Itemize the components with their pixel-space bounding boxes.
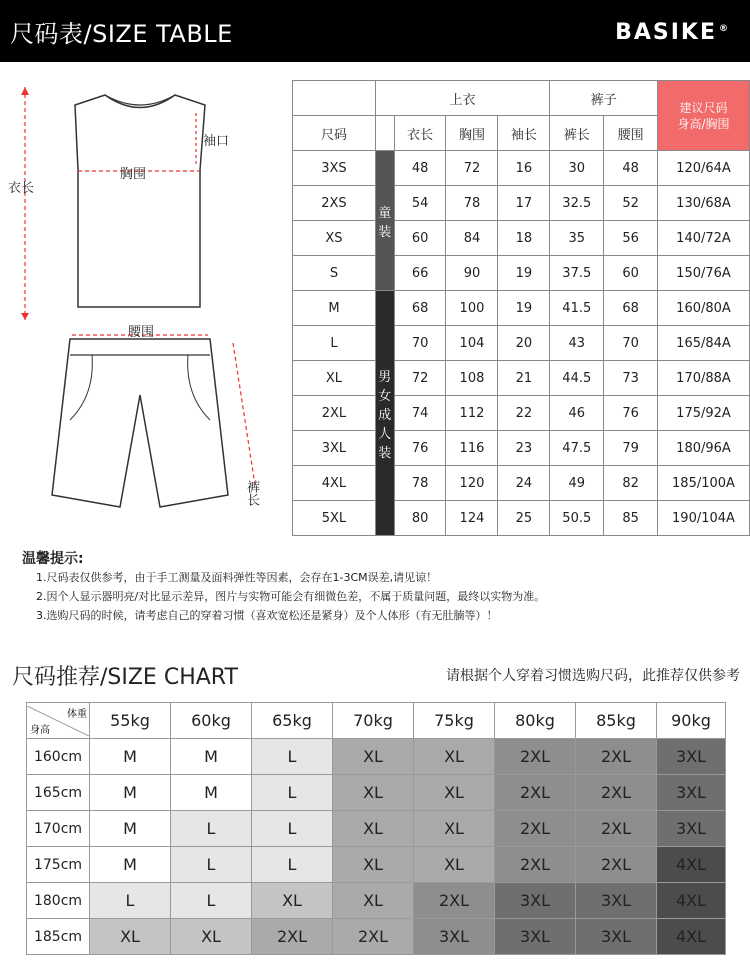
col-len: 衣长 [394, 116, 446, 151]
weight-header: 80kg [495, 703, 576, 739]
recommend-cell: 2XL [333, 919, 414, 955]
recommend-cell: M [171, 775, 252, 811]
size-len-cell: 72 [394, 361, 446, 396]
size-rec-cell: 165/84A [657, 326, 749, 361]
size-cell: 2XS [293, 186, 376, 221]
height-cell: 175cm [27, 847, 90, 883]
size-waist-cell: 70 [604, 326, 658, 361]
tip-item: 1.尺码表仅供参考，由于手工测量及面料弹性等因素，会存在1-3CM误差,请见谅！ [36, 571, 438, 584]
size-table [292, 80, 750, 536]
kids-group-label: 童 装 [375, 151, 394, 291]
recommend-cell: XL [414, 811, 495, 847]
size-len-cell: 76 [394, 431, 446, 466]
col-plen: 裤长 [550, 116, 604, 151]
recommend-cell: XL [414, 739, 495, 775]
recommend-cell: M [171, 739, 252, 775]
size-row [293, 431, 750, 466]
size-plen-cell: 44.5 [550, 361, 604, 396]
weight-header: 55kg [90, 703, 171, 739]
size-plen-cell: 49 [550, 466, 604, 501]
size-row [293, 466, 750, 501]
header-bar [0, 0, 750, 62]
recommend-cell: 2XL [576, 847, 657, 883]
size-sleeve-cell: 25 [498, 501, 550, 536]
size-rec-cell: 160/80A [657, 291, 749, 326]
size-row [293, 291, 750, 326]
weight-header: 85kg [576, 703, 657, 739]
size-cell: M [293, 291, 376, 326]
size-rec-cell: 180/96A [657, 431, 749, 466]
adult-group-label: 男 女 成 人 装 [375, 291, 394, 536]
label-waist: 腰围 [128, 325, 155, 340]
group-pants-header: 裤子 [550, 81, 658, 116]
size-rec-cell: 175/92A [657, 396, 749, 431]
size-plen-cell: 50.5 [550, 501, 604, 536]
tips-title: 温馨提示: [22, 551, 84, 567]
size-plen-cell: 41.5 [550, 291, 604, 326]
weight-header: 75kg [414, 703, 495, 739]
size-chest-cell: 78 [446, 186, 498, 221]
size-plen-cell: 47.5 [550, 431, 604, 466]
size-rec-cell: 120/64A [657, 151, 749, 186]
size-rec-cell: 130/68A [657, 186, 749, 221]
recommend-cell: 4XL [657, 883, 726, 919]
size-chest-cell: 112 [446, 396, 498, 431]
corner-cell [27, 703, 90, 739]
tip-item: 3.选购尺码的时候，请考虑自己的穿着习惯（喜欢宽松还是紧身）及个人体形（有无肚腩等）！ [36, 609, 498, 622]
height-cell: 165cm [27, 775, 90, 811]
recommend-header: 建议尺码 身高/胸围 [657, 81, 749, 151]
size-chart-title: 尺码推荐/SIZE CHART [12, 665, 238, 690]
corner-diagonal [27, 706, 89, 736]
size-len-cell: 66 [394, 256, 446, 291]
recommend-cell: XL [333, 775, 414, 811]
recommend-cell: 3XL [414, 919, 495, 955]
size-cell: XL [293, 361, 376, 396]
size-row [293, 256, 750, 291]
recommend-cell: 3XL [576, 883, 657, 919]
brand-logo: BASIKE ® [615, 20, 730, 45]
size-plen-cell: 35 [550, 221, 604, 256]
recommend-cell: L [171, 811, 252, 847]
weight-header: 60kg [171, 703, 252, 739]
recommend-cell: 3XL [657, 811, 726, 847]
size-sleeve-cell: 16 [498, 151, 550, 186]
recommend-cell: 4XL [657, 919, 726, 955]
recommend-cell: L [171, 883, 252, 919]
size-row [293, 221, 750, 256]
size-len-cell: 68 [394, 291, 446, 326]
recommend-cell: M [90, 739, 171, 775]
col-chest: 胸围 [446, 116, 498, 151]
recommend-cell: 3XL [495, 883, 576, 919]
recommend-cell: XL [333, 739, 414, 775]
size-sleeve-cell: 21 [498, 361, 550, 396]
recommend-cell: 3XL [657, 739, 726, 775]
size-waist-cell: 68 [604, 291, 658, 326]
col-size: 尺码 [293, 116, 376, 151]
recommend-cell: 2XL [495, 739, 576, 775]
height-cell: 160cm [27, 739, 90, 775]
group-top-header: 上衣 [375, 81, 549, 116]
recommend-cell: XL [252, 883, 333, 919]
size-waist-cell: 48 [604, 151, 658, 186]
size-waist-cell: 85 [604, 501, 658, 536]
size-plen-cell: 37.5 [550, 256, 604, 291]
recommend-cell: L [252, 739, 333, 775]
chart-row [27, 883, 726, 919]
size-rec-cell: 140/72A [657, 221, 749, 256]
size-len-cell: 60 [394, 221, 446, 256]
recommend-cell: XL [333, 883, 414, 919]
size-waist-cell: 60 [604, 256, 658, 291]
chart-row [27, 847, 726, 883]
size-chest-cell: 104 [446, 326, 498, 361]
label-sleeve: 袖口 [203, 134, 230, 149]
recommend-cell: M [90, 775, 171, 811]
recommend-cell: 2XL [495, 847, 576, 883]
recommend-cell: XL [414, 775, 495, 811]
size-chest-cell: 120 [446, 466, 498, 501]
chart-row [27, 739, 726, 775]
size-sleeve-cell: 19 [498, 256, 550, 291]
corner-height: 身高 [30, 724, 50, 736]
size-plen-cell: 30 [550, 151, 604, 186]
weight-header: 65kg [252, 703, 333, 739]
height-cell: 185cm [27, 919, 90, 955]
recommend-cell: XL [90, 919, 171, 955]
size-sleeve-cell: 24 [498, 466, 550, 501]
size-chart-note: 请根据个人穿着习惯选购尺码，此推荐仅供参考 [446, 668, 740, 684]
size-cell: 4XL [293, 466, 376, 501]
size-chest-cell: 116 [446, 431, 498, 466]
weight-header: 90kg [657, 703, 726, 739]
corner-weight: 体重 [67, 708, 87, 720]
recommend-cell: XL [414, 847, 495, 883]
height-cell: 170cm [27, 811, 90, 847]
size-plen-cell: 43 [550, 326, 604, 361]
size-waist-cell: 79 [604, 431, 658, 466]
recommend-cell: 2XL [576, 811, 657, 847]
size-chest-cell: 72 [446, 151, 498, 186]
size-waist-cell: 76 [604, 396, 658, 431]
size-row [293, 396, 750, 431]
size-sleeve-cell: 17 [498, 186, 550, 221]
recommend-cell: L [252, 775, 333, 811]
chart-row [27, 775, 726, 811]
size-chest-cell: 90 [446, 256, 498, 291]
size-cell: XS [293, 221, 376, 256]
tips-section [22, 548, 742, 625]
recommend-cell: L [252, 811, 333, 847]
size-chest-cell: 84 [446, 221, 498, 256]
recommend-cell: 2XL [414, 883, 495, 919]
label-shirt-length: 衣长 [8, 181, 35, 196]
recommend-cell: 2XL [252, 919, 333, 955]
size-sleeve-cell: 20 [498, 326, 550, 361]
page-title: 尺码表/SIZE TABLE [10, 20, 233, 48]
recommend-cell: XL [333, 811, 414, 847]
recommend-cell: 4XL [657, 847, 726, 883]
size-chart-table [26, 702, 726, 955]
size-rec-cell: 150/76A [657, 256, 749, 291]
size-row [293, 361, 750, 396]
recommend-cell: M [90, 847, 171, 883]
size-waist-cell: 73 [604, 361, 658, 396]
recommend-cell: 2XL [495, 775, 576, 811]
size-chest-cell: 108 [446, 361, 498, 396]
recommend-cell: 3XL [495, 919, 576, 955]
size-cell: L [293, 326, 376, 361]
recommend-cell: L [252, 847, 333, 883]
size-row [293, 151, 750, 186]
col-sleeve: 袖长 [498, 116, 550, 151]
size-len-cell: 48 [394, 151, 446, 186]
size-cell: 5XL [293, 501, 376, 536]
chart-row [27, 919, 726, 955]
tip-item: 2.因个人显示器明亮/对比显示差异，图片与实物可能会有细微色差，不属于质量问题，最终以实物为准。 [36, 590, 546, 603]
size-waist-cell: 52 [604, 186, 658, 221]
size-rec-cell: 170/88A [657, 361, 749, 396]
size-len-cell: 74 [394, 396, 446, 431]
size-rec-cell: 190/104A [657, 501, 749, 536]
size-len-cell: 70 [394, 326, 446, 361]
size-len-cell: 78 [394, 466, 446, 501]
size-cell: S [293, 256, 376, 291]
recommend-cell: 2XL [576, 739, 657, 775]
height-cell: 180cm [27, 883, 90, 919]
size-cell: 2XL [293, 396, 376, 431]
size-rec-cell: 185/100A [657, 466, 749, 501]
size-plen-cell: 46 [550, 396, 604, 431]
chart-row [27, 811, 726, 847]
recommend-cell: 3XL [576, 919, 657, 955]
size-chest-cell: 100 [446, 291, 498, 326]
size-len-cell: 54 [394, 186, 446, 221]
size-cell: 3XL [293, 431, 376, 466]
recommend-cell: XL [171, 919, 252, 955]
garment-drawing [0, 75, 280, 535]
recommend-cell: 2XL [495, 811, 576, 847]
recommend-cell: XL [333, 847, 414, 883]
garment-illustration [0, 75, 280, 535]
size-cell: 3XS [293, 151, 376, 186]
size-sleeve-cell: 23 [498, 431, 550, 466]
size-sleeve-cell: 22 [498, 396, 550, 431]
label-chest: 胸围 [120, 167, 147, 182]
size-sleeve-cell: 19 [498, 291, 550, 326]
label-pants-length: 裤长 [244, 480, 259, 506]
recommend-cell: L [171, 847, 252, 883]
size-waist-cell: 82 [604, 466, 658, 501]
size-sleeve-cell: 18 [498, 221, 550, 256]
recommend-cell: M [90, 811, 171, 847]
size-chest-cell: 124 [446, 501, 498, 536]
recommend-cell: 3XL [657, 775, 726, 811]
size-plen-cell: 32.5 [550, 186, 604, 221]
recommend-cell: 2XL [576, 775, 657, 811]
size-row [293, 326, 750, 361]
size-waist-cell: 56 [604, 221, 658, 256]
recommend-cell: L [90, 883, 171, 919]
col-waist: 腰围 [604, 116, 658, 151]
size-row [293, 186, 750, 221]
weight-header: 70kg [333, 703, 414, 739]
size-len-cell: 80 [394, 501, 446, 536]
size-row [293, 501, 750, 536]
